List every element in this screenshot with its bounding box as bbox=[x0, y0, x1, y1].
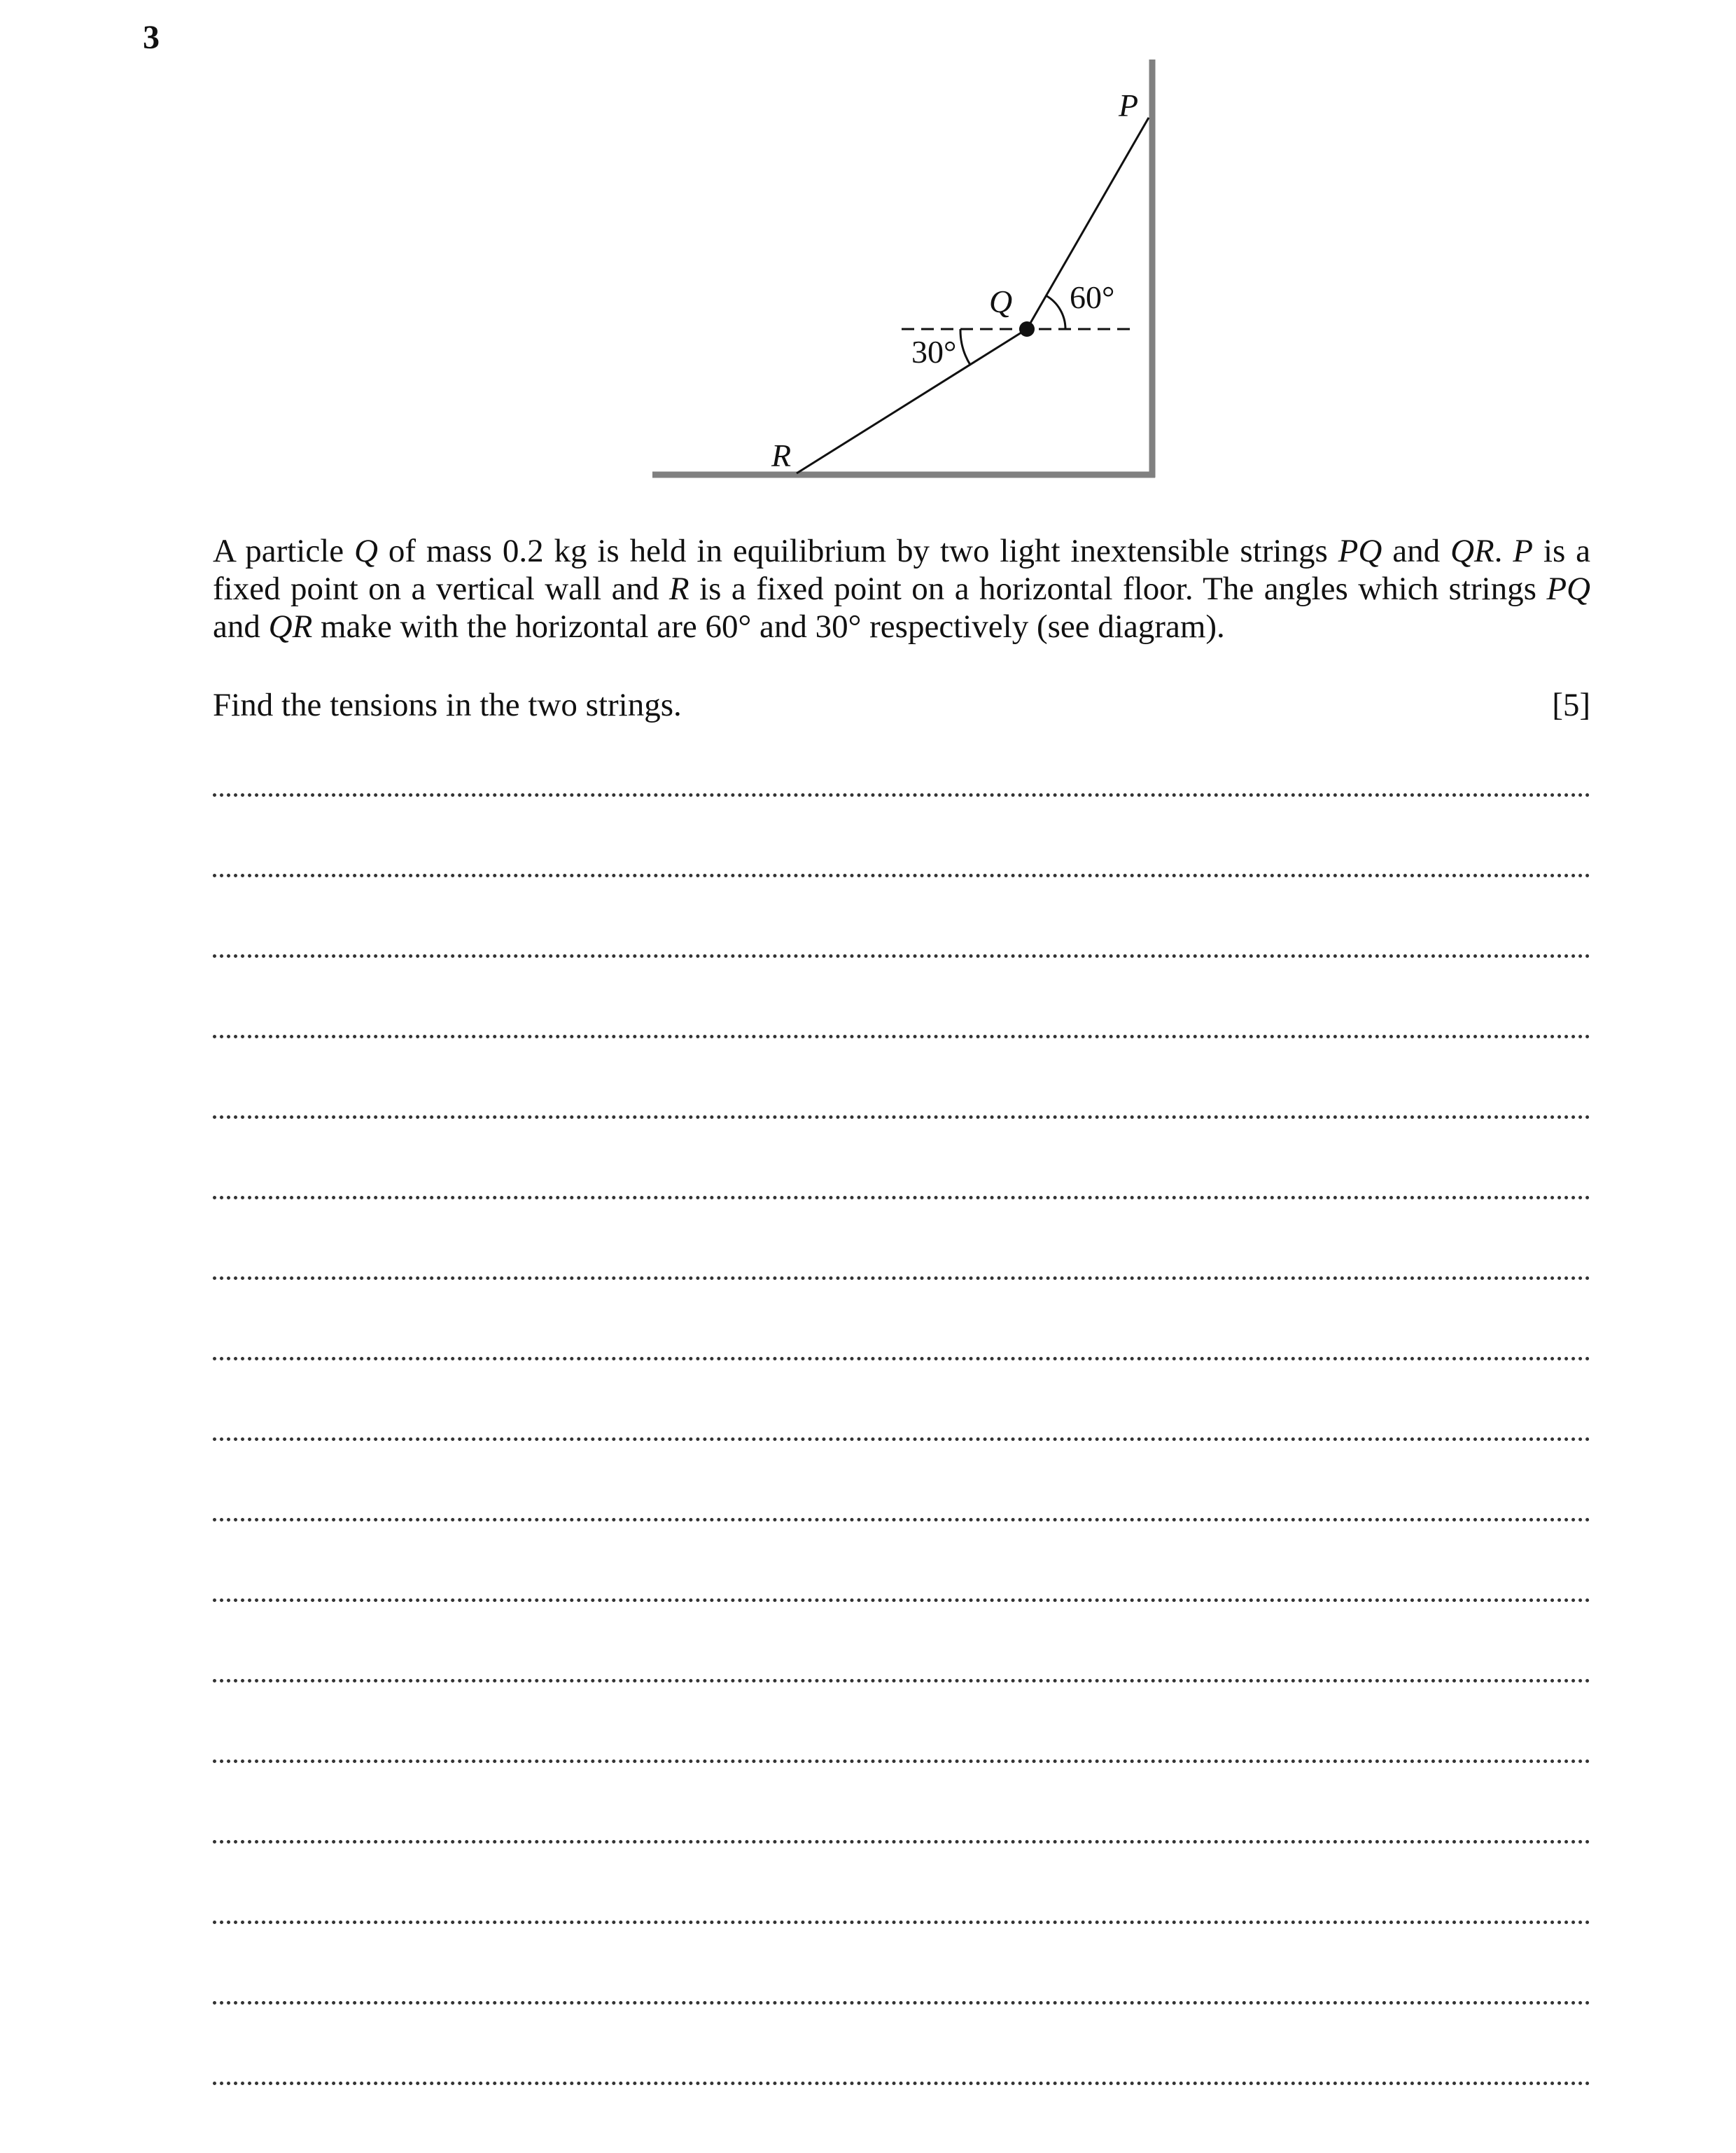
question-number: 3 bbox=[143, 19, 160, 56]
equilibrium-diagram bbox=[0, 0, 1736, 518]
question-stem-text bbox=[213, 532, 1590, 646]
label-P: P bbox=[1119, 88, 1139, 123]
answer-line[interactable] bbox=[213, 1106, 1590, 1187]
answer-line[interactable] bbox=[213, 865, 1590, 945]
stem-symbol: PQ bbox=[1546, 571, 1590, 607]
marks-label: [5] bbox=[1552, 687, 1590, 723]
answer-line[interactable] bbox=[213, 1428, 1590, 1509]
question-stem bbox=[213, 532, 1590, 646]
label-angle-30: 30° bbox=[911, 334, 957, 370]
stem-text: and bbox=[1382, 533, 1450, 569]
stem-text: make with the horizontal are 60° and 30° respectively (see diagram). bbox=[312, 608, 1225, 645]
stem-symbol: PQ bbox=[1338, 533, 1382, 569]
answer-line[interactable] bbox=[213, 1831, 1590, 1911]
stem-text: and bbox=[213, 608, 269, 645]
answer-line[interactable] bbox=[213, 1992, 1590, 2072]
answer-line[interactable] bbox=[213, 784, 1590, 865]
stem-text: of mass 0.2 kg is held in equilibrium by two light inextensible strings bbox=[378, 533, 1338, 569]
task-row bbox=[213, 686, 1590, 724]
answer-lines bbox=[213, 784, 1590, 2153]
label-R: R bbox=[771, 438, 792, 473]
stem-text: is a fixed point on a vertical wall and bbox=[213, 533, 1590, 607]
task-text: Find the tensions in the two strings. bbox=[213, 687, 682, 723]
answer-line[interactable] bbox=[213, 1026, 1590, 1106]
answer-line[interactable] bbox=[213, 1187, 1590, 1267]
answer-line[interactable] bbox=[213, 1267, 1590, 1348]
label-angle-60: 60° bbox=[1070, 279, 1115, 315]
label-Q: Q bbox=[989, 284, 1013, 319]
angle-arc-30 bbox=[960, 329, 970, 365]
answer-line[interactable] bbox=[213, 2072, 1590, 2153]
particle-Q bbox=[1019, 321, 1035, 337]
answer-line[interactable] bbox=[213, 1589, 1590, 1670]
stem-symbol: QR bbox=[1450, 533, 1494, 569]
answer-line[interactable] bbox=[213, 1750, 1590, 1831]
answer-line[interactable] bbox=[213, 945, 1590, 1026]
stem-symbol: QR bbox=[268, 608, 313, 645]
stem-symbol: P bbox=[1513, 533, 1533, 569]
answer-line[interactable] bbox=[213, 1911, 1590, 1992]
answer-line[interactable] bbox=[213, 1348, 1590, 1428]
stem-text: is a fixed point on a horizontal floor. The angles which strings bbox=[689, 571, 1547, 607]
answer-line[interactable] bbox=[213, 1670, 1590, 1750]
stem-text: A particle bbox=[213, 533, 355, 569]
stem-symbol: Q bbox=[354, 533, 378, 569]
stem-symbol: R bbox=[668, 571, 690, 607]
stem-text: . bbox=[1494, 533, 1513, 569]
angle-arc-60 bbox=[1046, 295, 1065, 329]
answer-line[interactable] bbox=[213, 1509, 1590, 1589]
